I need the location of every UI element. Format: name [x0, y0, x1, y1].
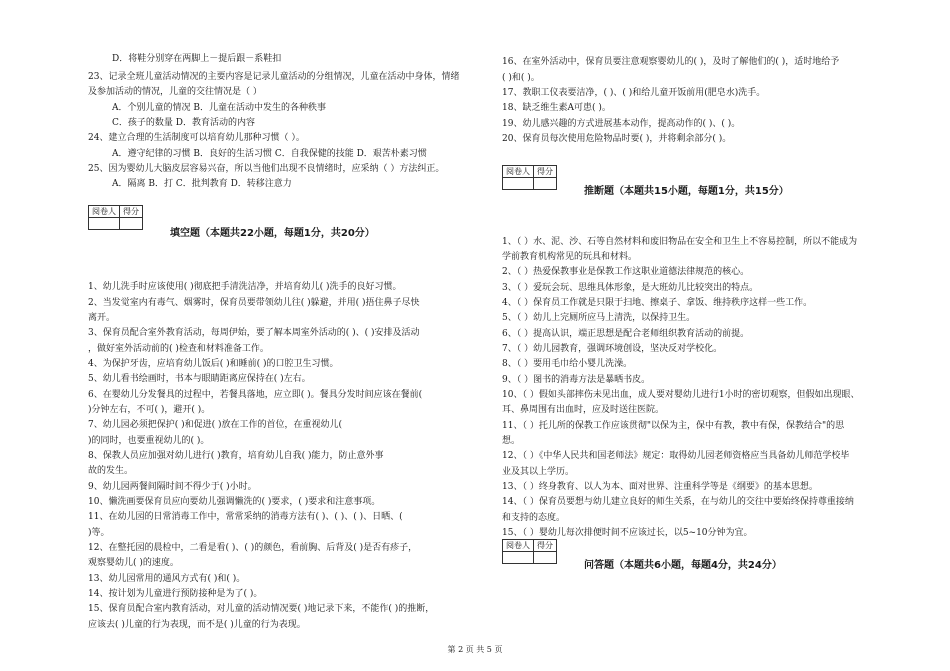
fill-line: 14、按计划为儿童进行预防接种是为了( )。: [88, 589, 263, 599]
fill-line: 15、保育员配合室内教育活动，对儿童的活动情况要( )地记录下来，不能作( )的推断，: [88, 604, 435, 614]
fill-line: ( )和( )。: [502, 73, 540, 83]
question-25-options: A．隔离 B．打 C．批判教育 D．转移注意力: [112, 179, 292, 189]
section-title-fill-in: 填空题（本题共22小题，每题1分，共20分）: [170, 228, 375, 239]
judge-line: 14、（ ）保育员要想与幼儿建立良好的师生关系，在与幼儿的交往中要始终保持尊重接纳: [502, 497, 854, 507]
fill-line: 9、幼儿园两餐间隔时间不得少于( )小时。: [88, 482, 257, 492]
score-box: [502, 165, 557, 190]
fill-line: 3、保育员配合室外教育活动，每周伊始，要了解本周室外活动的( )、( )安排及活动: [88, 328, 420, 338]
fill-line: 10、懒洗画要保育员应向要幼儿强调懒洗的( )要求，( )要求和注意事项。: [88, 497, 381, 507]
fill-line: 8、保教人员应加强对幼儿进行( )教育，培育幼儿自我( )能力，防止意外事: [88, 451, 384, 461]
judge-line: 想。: [502, 436, 521, 446]
fill-line: 19、幼儿感兴趣的方式进展基本动作，提高动作的( )、( )。: [502, 119, 741, 129]
fill-line: 6、在婴幼儿分发餐具的过程中，若餐具落地，应立即( )。餐具分发时间应该在餐前(: [88, 390, 423, 400]
judge-line: 和支持的态度。: [502, 513, 566, 523]
question-24-options: A．遵守纪律的习惯 B．良好的生活习惯 C．自我保健的技能 D．艰苦朴素习惯: [112, 149, 427, 159]
judge-line: 15、（ ）婴幼儿每次排便时间不应该过长，以5~10分钟为宜。: [502, 528, 753, 538]
question-22-option-d: D．将鞋分别穿在两脚上－提后跟－系鞋扣: [112, 54, 282, 64]
score-label: 得分: [534, 540, 557, 552]
score-cell: [534, 552, 557, 564]
fill-line: )等。: [88, 528, 110, 538]
page-footer: 第 2 页 共 5 页: [447, 645, 503, 654]
section-title-qa: 问答题（本题共6小题，每题4分，共24分）: [584, 560, 782, 571]
judge-line: 1、（ ）水、泥、沙、石等自然材料和废旧物品在安全和卫生上不容易控制，所以不能成为: [502, 237, 858, 247]
fill-line: 16、在室外活动中，保育员要注意观察婴幼儿的( )，及时了解他们的( )，适时地给予: [502, 57, 840, 67]
question-23-cont: 及参加活动的情况，儿童的交往情况是（ ）: [88, 87, 262, 97]
judge-line: 学前教育机构常见的玩具和材料。: [502, 252, 638, 262]
judge-line: 8、（ ）要用毛巾给小婴儿洗澡。: [502, 359, 633, 369]
fill-line: )分钟左右，不可( )，避开( )。: [88, 405, 211, 415]
fill-line: 2、当发觉室内有毒气、烟雾时，保育员要带领幼儿往( )躲避，并用( )捂住鼻子尽快: [88, 298, 420, 308]
judge-line: 4、（ ）保育员工作就是只限于扫地、擦桌子、拿饭、维持秩序这样一些工作。: [502, 298, 813, 308]
judge-line: 2、（ ）热爱保教事业是保教工作这职业道德法律规范的核心。: [502, 267, 750, 277]
judge-line: 10、（ ）假如头部摔伤未见出血，成人要对婴幼儿进行1小时的密切观察，但假如出现眼、: [502, 390, 860, 400]
score-label: 得分: [120, 206, 143, 218]
fill-line: 1、幼儿洗手时应该使用( )彻底把手清洗洁净，并培育幼儿( )洗手的良好习惯。: [88, 282, 402, 292]
judge-line: 9、（ ）图书的消毒方法是暴晒书皮。: [502, 375, 651, 385]
reviewer-cell: [89, 218, 120, 230]
fill-line: 13、幼儿园常用的通风方式有( )和( )。: [88, 574, 246, 584]
score-cell: [120, 218, 143, 230]
judge-line: 5、（ ）幼儿上完厕所应马上清洗，以保持卫生。: [502, 313, 696, 323]
fill-line: 故的发生。: [88, 466, 134, 476]
fill-line: 4、为保护牙齿，应培育幼儿饭后( )和睡前( )的口腔卫生习惯。: [88, 359, 339, 369]
reviewer-cell: [503, 178, 534, 190]
score-box: [88, 205, 143, 230]
fill-line: 5、幼儿看书绘画时，书本与眼睛距离应保持在( )左右。: [88, 374, 311, 384]
reviewer-label: 阅卷人: [503, 166, 534, 178]
question-23-options-ab: A．个别儿童的情况 B．儿童在活动中发生的各种秩事: [112, 103, 326, 113]
fill-line: 18、缺乏维生素A可患( )。: [502, 103, 611, 113]
fill-line: 应该去( )儿童的行为表现，而不是( )儿童的行为表现。: [88, 620, 306, 630]
judge-line: 11、（ ）托儿所的保教工作应该贯彻"以保为主，保中有教，教中有保，保教结合"的思: [502, 421, 845, 431]
score-cell: [534, 178, 557, 190]
reviewer-label: 阅卷人: [503, 540, 534, 552]
fill-line: 17、教职工仪表要洁净，( )、( )和给儿童开饭前用(肥皂水)洗手。: [502, 88, 766, 98]
question-25: 25、因为婴幼儿大脑皮层容易兴奋，所以当他们出现不良情绪时，应采纳（ ）方法纠正。: [88, 164, 445, 174]
section-title-judgment: 推断题（本题共15小题，每题1分，共15分）: [584, 186, 789, 197]
question-23: 23、记录全班儿童活动情况的主要内容是记录儿童活动的分组情况，儿童在活动中身体，情绪: [88, 72, 460, 82]
fill-line: ，做好室外活动前的( )检查和材料准备工作。: [88, 344, 269, 354]
question-24: 24、建立合理的生活制度可以培育幼儿那种习惯（ ）。: [88, 133, 305, 143]
question-23-options-cd: C．孩子的数量 D．教育活动的内容: [112, 118, 255, 128]
judge-line: 3、（ ）爱玩会玩、思维具体形象，是大班幼儿比较突出的特点。: [502, 283, 759, 293]
fill-line: 12、在整托园的晨检中，二看是看( )、( )的颜色，看前胸、后背及( )是否有疹子，: [88, 543, 418, 553]
fill-line: 7、幼儿园必须把保护( )和促进( )放在工作的首位，在重视幼儿(: [88, 420, 343, 430]
reviewer-label: 阅卷人: [89, 206, 120, 218]
fill-line: )的同时，也要重视幼儿的( )。: [88, 436, 210, 446]
fill-line: 11、在幼儿园的日常消毒工作中，常常采纳的消毒方法有( )、( )、( )、日晒、(: [88, 512, 403, 522]
score-box: [502, 539, 557, 564]
reviewer-cell: [503, 552, 534, 564]
judge-line: 6、（ ）提高认识，端正思想是配合老师组织教育活动的前提。: [502, 329, 750, 339]
judge-line: 13、（ ）终身教育、以人为本、面对世界、注重科学等是《纲要》的基本思想。: [502, 482, 818, 492]
fill-line: 观察婴幼儿( )的速度。: [88, 558, 179, 568]
judge-line: 12、（ ）《中华人民共和国老师法》规定：取得幼儿园老师资格应当具备幼儿师范学校毕: [502, 451, 850, 461]
fill-line: 离开。: [88, 313, 116, 323]
judge-line: 业及其以上学历。: [502, 467, 575, 477]
score-label: 得分: [534, 166, 557, 178]
judge-line: 耳、鼻周围有出血时，应及时送往医院。: [502, 405, 665, 415]
judge-line: 7、（ ）幼儿园教育，强调环境创设，坚决反对学校化。: [502, 344, 723, 354]
fill-line: 20、保育员每次使用危险物品时要( )，并将剩余部分( )。: [502, 134, 732, 144]
